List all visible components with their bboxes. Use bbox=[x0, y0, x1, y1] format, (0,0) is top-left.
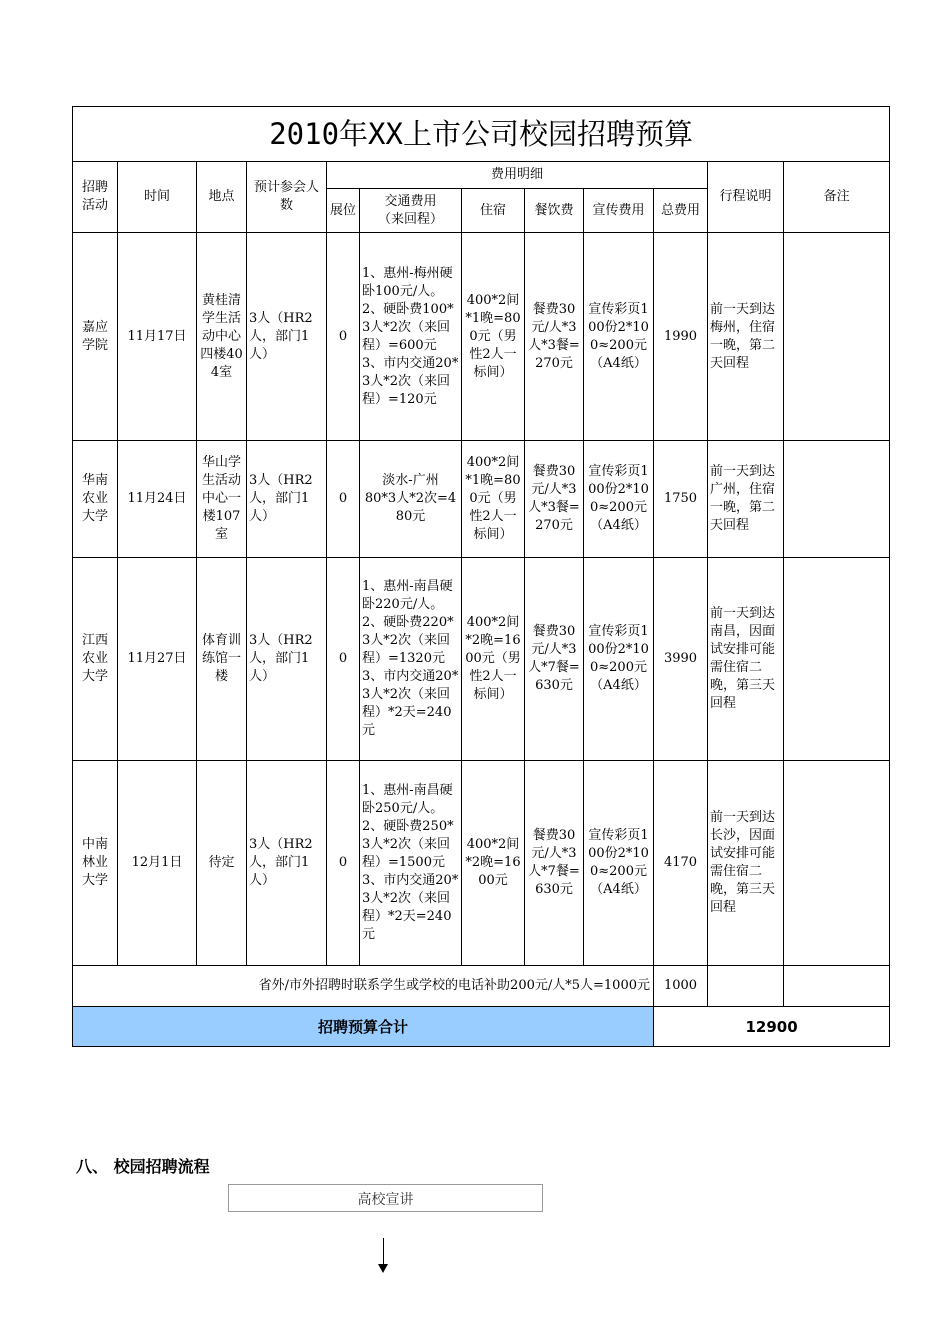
arrow-down-icon bbox=[378, 1264, 388, 1273]
header-remarks: 备注 bbox=[784, 162, 890, 233]
header-time: 时间 bbox=[118, 162, 197, 233]
cell-itinerary: 前一天到达长沙，因面试安排可能需住宿二晚，第三天回程 bbox=[708, 761, 784, 966]
flow-step-box: 高校宣讲 bbox=[228, 1184, 543, 1212]
budget-table bbox=[72, 106, 890, 1047]
cell-meals: 餐费30元/人*3人*3餐=270元 bbox=[525, 233, 584, 441]
cell-location: 华山学生活动中心一楼107室 bbox=[197, 441, 247, 558]
grand-total-value: 12900 bbox=[654, 1007, 890, 1047]
phone-subsidy-value: 1000 bbox=[654, 966, 708, 1007]
cell-attendees: 3人（HR2人，部门1人） bbox=[247, 441, 327, 558]
cell-transport: 1、惠州-南昌硬卧220元/人。 2、硬卧费220*3人*2次（来回程）=1320元 3、市内交通20*3人*2次（来回程）*2天=240元 bbox=[360, 558, 462, 761]
cell-lodging: 400*2间*1晚=800元（男性2人一标间） bbox=[462, 233, 525, 441]
cell-activity: 中南 林业 大学 bbox=[73, 761, 118, 966]
table-row bbox=[73, 441, 890, 558]
cell-remarks bbox=[784, 558, 890, 761]
cell-activity: 江西 农业 大学 bbox=[73, 558, 118, 761]
cell-lodging: 400*2间*2晚=1600元 bbox=[462, 761, 525, 966]
cell-total: 1750 bbox=[654, 441, 708, 558]
grand-total-label: 招聘预算合计 bbox=[73, 1007, 654, 1047]
cell-attendees: 3人（HR2人，部门1人） bbox=[247, 233, 327, 441]
cell-promotion: 宣传彩页100份2*100≈200元（A4纸） bbox=[584, 761, 654, 966]
cell-transport: 1、惠州-南昌硬卧250元/人。 2、硬卧费250*3人*2次（来回程）=1500元 3、市内交通20*3人*2次（来回程）*2天=240元 bbox=[360, 761, 462, 966]
cell-itinerary: 前一天到达广州，住宿一晚，第二天回程 bbox=[708, 441, 784, 558]
header-cost-detail: 费用明细 bbox=[327, 162, 708, 189]
cell-meals: 餐费30元/人*3人*7餐=630元 bbox=[525, 761, 584, 966]
cell-booth: 0 bbox=[327, 441, 360, 558]
cell-activity: 华南 农业 大学 bbox=[73, 441, 118, 558]
cell-location: 黄桂清学生活动中心四楼404室 bbox=[197, 233, 247, 441]
header-promotion: 宣传费用 bbox=[584, 189, 654, 233]
grand-total-row bbox=[73, 1007, 890, 1047]
header-location: 地点 bbox=[197, 162, 247, 233]
cell-meals: 餐费30元/人*3人*3餐=270元 bbox=[525, 441, 584, 558]
cell-remarks bbox=[784, 761, 890, 966]
cell-time: 11月27日 bbox=[118, 558, 197, 761]
cell-time: 11月24日 bbox=[118, 441, 197, 558]
header-attendees: 预计参会人数 bbox=[247, 162, 327, 233]
cell-total: 4170 bbox=[654, 761, 708, 966]
cell-lodging: 400*2间*1晚=800元（男性2人一标间） bbox=[462, 441, 525, 558]
table-row bbox=[73, 761, 890, 966]
header-transport: 交通费用 （来回程） bbox=[360, 189, 462, 233]
cell-transport: 1、惠州-梅州硬卧100元/人。 2、硬卧费100*3人*2次（来回程）=600元 3、市内交通20*3人*2次（来回程）=120元 bbox=[360, 233, 462, 441]
cell-transport: 淡水-广州 80*3人*2次=480元 bbox=[360, 441, 462, 558]
phone-subsidy-row bbox=[73, 966, 890, 1007]
table-row bbox=[73, 233, 890, 441]
cell-total: 1990 bbox=[654, 233, 708, 441]
flow-arrow-line bbox=[383, 1238, 384, 1266]
cell-time: 12月1日 bbox=[118, 761, 197, 966]
cell-promotion: 宣传彩页100份2*100≈200元（A4纸） bbox=[584, 233, 654, 441]
table-row bbox=[73, 558, 890, 761]
cell-itinerary: 前一天到达南昌，因面试安排可能需住宿二晚，第三天回程 bbox=[708, 558, 784, 761]
cell-activity: 嘉应 学院 bbox=[73, 233, 118, 441]
header-itinerary: 行程说明 bbox=[708, 162, 784, 233]
header-booth: 展位 bbox=[327, 189, 360, 233]
cell-booth: 0 bbox=[327, 233, 360, 441]
header-total: 总费用 bbox=[654, 189, 708, 233]
header-activity: 招聘 活动 bbox=[73, 162, 118, 233]
cell-location: 待定 bbox=[197, 761, 247, 966]
cell-booth: 0 bbox=[327, 558, 360, 761]
cell-remarks bbox=[784, 233, 890, 441]
phone-subsidy-itinerary bbox=[708, 966, 784, 1007]
cell-booth: 0 bbox=[327, 761, 360, 966]
cell-itinerary: 前一天到达梅州，住宿一晚，第二天回程 bbox=[708, 233, 784, 441]
cell-location: 体育训练馆一楼 bbox=[197, 558, 247, 761]
cell-meals: 餐费30元/人*3人*7餐=630元 bbox=[525, 558, 584, 761]
phone-subsidy-text: 省外/市外招聘时联系学生或学校的电话补助200元/人*5人=1000元 bbox=[73, 966, 654, 1007]
phone-subsidy-remarks bbox=[784, 966, 890, 1007]
cell-promotion: 宣传彩页100份2*100≈200元（A4纸） bbox=[584, 558, 654, 761]
header-lodging: 住宿 bbox=[462, 189, 525, 233]
cell-remarks bbox=[784, 441, 890, 558]
cell-time: 11月17日 bbox=[118, 233, 197, 441]
cell-total: 3990 bbox=[654, 558, 708, 761]
table-title: 2010年XX上市公司校园招聘预算 bbox=[73, 107, 890, 162]
cell-attendees: 3人（HR2人，部门1人） bbox=[247, 761, 327, 966]
section-title: 八、 校园招聘流程 bbox=[76, 1157, 210, 1176]
cell-promotion: 宣传彩页100份2*100≈200元（A4纸） bbox=[584, 441, 654, 558]
cell-attendees: 3人（HR2人，部门1人） bbox=[247, 558, 327, 761]
header-meals: 餐饮费 bbox=[525, 189, 584, 233]
cell-lodging: 400*2间*2晚=1600元（男性2人一标间） bbox=[462, 558, 525, 761]
